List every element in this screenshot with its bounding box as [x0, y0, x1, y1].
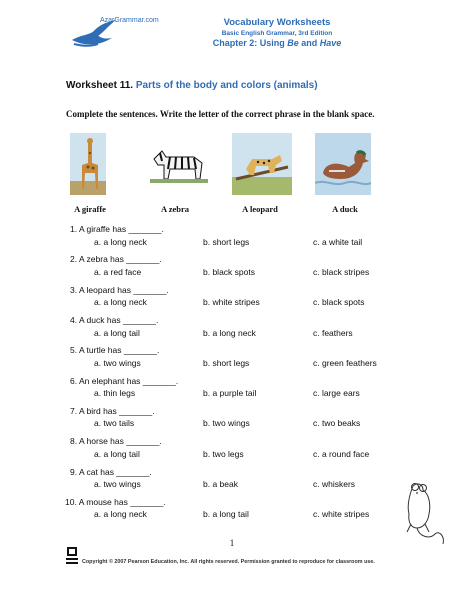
question-prompt: 7. A bird has _______.	[70, 406, 155, 416]
option-c: c. two beaks	[313, 418, 361, 428]
option-b: b. white stripes	[203, 297, 260, 307]
worksheet-topic: Parts of the body and colors (animals)	[135, 80, 318, 91]
zebra-image	[148, 133, 210, 195]
option-c: c. black stripes	[313, 267, 370, 277]
page-number: 1	[229, 538, 235, 548]
header-title: Vocabulary Worksheets	[223, 17, 331, 28]
option-c: c. a round face	[313, 449, 370, 459]
option-a: a. two tails	[94, 418, 135, 428]
leopard-image	[232, 133, 292, 195]
header-subtitle: Basic English Grammar, 3rd Edition	[221, 30, 333, 37]
chapter-and: and	[298, 38, 320, 48]
option-b: b. a long tail	[203, 509, 249, 519]
question-prompt: 2. A zebra has _______.	[70, 254, 162, 264]
logo-text: AzarGrammar.com	[100, 17, 159, 24]
option-c: c. a white tail	[313, 237, 363, 247]
option-a: a. a long tail	[94, 449, 140, 459]
option-b: b. two legs	[203, 449, 244, 459]
option-c: c. whiskers	[313, 479, 356, 489]
question-prompt: 8. A horse has _______.	[70, 436, 162, 446]
option-b: b. a beak	[203, 479, 238, 489]
option-b: b. a long neck	[203, 328, 256, 338]
question-prompt: 4. A duck has _______.	[70, 315, 159, 325]
chapter-be: Be	[287, 38, 299, 48]
option-a: a. two wings	[94, 479, 141, 489]
caption-giraffe: A giraffe	[74, 204, 106, 214]
option-a: a. a long neck	[94, 237, 147, 247]
option-b: b. short legs	[203, 237, 250, 247]
option-a: a. a long neck	[94, 297, 147, 307]
copyright-notice: Copyright © 2007 Pearson Education, Inc. All rights reserved. Permission granted to reproduce for classroom use.	[82, 559, 375, 565]
question-prompt: 3. A leopard has _______.	[70, 285, 169, 295]
option-a: a. a red face	[94, 267, 142, 277]
option-c: c. large ears	[313, 388, 360, 398]
chapter-title	[0, 38, 464, 48]
duck-image	[315, 133, 371, 195]
caption-duck: A duck	[332, 204, 358, 214]
option-b: b. two wings	[203, 418, 250, 428]
option-c: c. feathers	[313, 328, 353, 338]
question-prompt: 6. An elephant has _______.	[70, 376, 179, 386]
option-c: c. white stripes	[313, 509, 370, 519]
option-b: b. a purple tail	[203, 388, 257, 398]
caption-leopard: A leopard	[242, 204, 278, 214]
option-a: a. a long neck	[94, 509, 147, 519]
caption-zebra: A zebra	[160, 204, 190, 214]
pearson-longman-logo-icon	[65, 545, 79, 567]
question-prompt: 5. A turtle has _______.	[70, 345, 160, 355]
chapter-have: Have	[319, 38, 342, 48]
worksheet-label: Worksheet 11.	[66, 80, 134, 91]
option-c: c. green feathers	[313, 358, 377, 368]
question-prompt: 10. A mouse has _______.	[65, 497, 166, 507]
option-a: a. a long tail	[94, 328, 140, 338]
option-c: c. black spots	[313, 297, 365, 307]
chapter-prefix: Chapter 2: Using	[212, 38, 288, 48]
giraffe-image	[70, 133, 106, 195]
option-a: a. thin legs	[94, 388, 136, 398]
question-prompt: 1. A giraffe has _______.	[70, 224, 164, 234]
instructions: Complete the sentences. Write the letter of the correct phrase in the blank space.	[66, 109, 375, 119]
option-a: a. two wings	[94, 358, 141, 368]
question-prompt: 9. A cat has _______.	[70, 467, 152, 477]
option-b: b. black spots	[203, 267, 255, 277]
option-b: b. short legs	[203, 358, 250, 368]
worksheet-title	[66, 80, 318, 91]
